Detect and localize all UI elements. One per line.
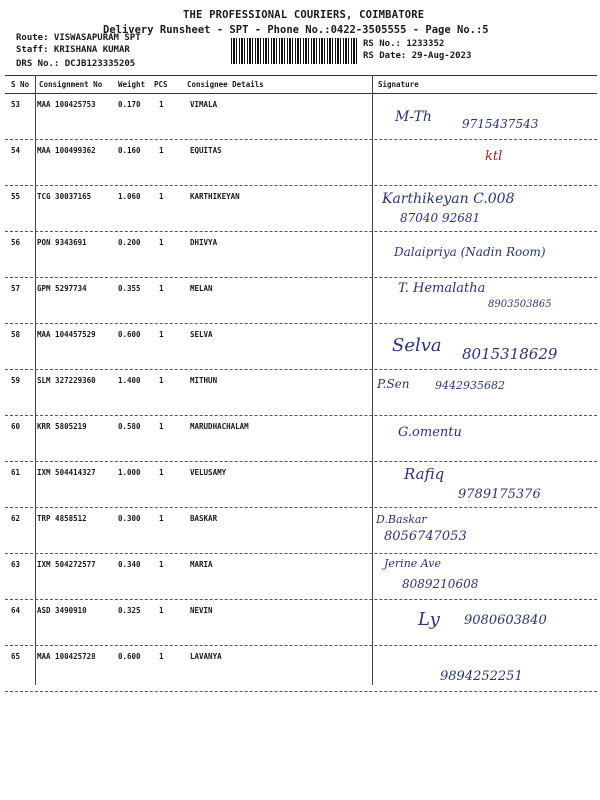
table-row — [0, 601, 600, 647]
row-divider — [5, 231, 597, 232]
row-divider — [5, 139, 597, 140]
pcs-count: 1 — [159, 284, 164, 293]
consignment-number: ASD 3490910 — [37, 606, 87, 615]
table-row — [0, 555, 600, 601]
row-divider — [5, 553, 597, 554]
row-sno: 53 — [11, 100, 21, 109]
signature-scribble: Karthikeyan C.008 — [382, 191, 515, 207]
signature-scribble: P.Sen — [377, 377, 410, 391]
rs-number: RS No.: 1233352 — [363, 39, 445, 49]
consignment-number: TCG 30037165 — [37, 192, 92, 201]
consignee-name: VELUSAMY — [190, 468, 227, 477]
consignment-number: TRP 4858512 — [37, 514, 87, 523]
signature-phone: 9715437543 — [462, 117, 539, 131]
row-sno: 63 — [11, 560, 21, 569]
rs-date: RS Date: 29-Aug-2023 — [363, 51, 472, 61]
pcs-count: 1 — [159, 468, 164, 477]
pcs-count: 1 — [159, 606, 164, 615]
pcs-count: 1 — [159, 560, 164, 569]
route-label: Route: VISWASAPURAM SPT — [16, 33, 141, 43]
row-sno: 57 — [11, 284, 21, 293]
row-divider — [5, 599, 597, 600]
signature-scribble: D.Baskar — [376, 513, 427, 526]
weight-value: 0.170 — [118, 100, 141, 109]
row-sno: 58 — [11, 330, 21, 339]
signature-phone: 87040 92681 — [400, 211, 481, 225]
weight-value: 0.160 — [118, 146, 141, 155]
table-row — [0, 187, 600, 233]
consignment-number: MAA 100425728 — [37, 652, 96, 661]
row-sno: 65 — [11, 652, 21, 661]
consignment-number: IXM 504414327 — [37, 468, 96, 477]
consignment-number: MAA 100499362 — [37, 146, 96, 155]
row-divider — [5, 415, 597, 416]
consignee-name: VIMALA — [190, 100, 218, 109]
row-divider — [5, 507, 597, 508]
row-divider — [5, 277, 597, 278]
col-weight: Weight — [118, 80, 146, 89]
consignment-number: KRR 5805219 — [37, 422, 87, 431]
row-divider — [5, 369, 597, 370]
row-sno: 64 — [11, 606, 21, 615]
consignee-name: MARUDHACHALAM — [190, 422, 249, 431]
table-row — [0, 95, 600, 141]
pcs-count: 1 — [159, 100, 164, 109]
consignee-name: NEVIN — [190, 606, 213, 615]
signature-phone: ktl — [485, 149, 503, 164]
row-sno: 54 — [11, 146, 21, 155]
weight-value: 0.340 — [118, 560, 141, 569]
consignee-name: LAVANYA — [190, 652, 222, 661]
row-sno: 62 — [11, 514, 21, 523]
barcode-image — [231, 38, 358, 64]
table-row — [0, 463, 600, 509]
signature-phone: 8056747053 — [384, 529, 467, 544]
signature-phone: 9080603840 — [464, 613, 547, 628]
row-sno: 56 — [11, 238, 21, 247]
col-consignee: Consignee Details — [187, 80, 264, 89]
weight-value: 0.200 — [118, 238, 141, 247]
weight-value: 1.060 — [118, 192, 141, 201]
signature-scribble: T. Hemalatha — [398, 281, 486, 296]
row-divider — [5, 323, 597, 324]
row-divider — [5, 461, 597, 462]
table-row — [0, 325, 600, 371]
col-sno: S No — [11, 80, 30, 89]
pcs-count: 1 — [159, 376, 164, 385]
company-title: THE PROFESSIONAL COURIERS, COIMBATORE — [183, 9, 425, 21]
row-sno: 60 — [11, 422, 21, 431]
drs-number: DRS No.: DCJB123335205 — [16, 59, 136, 69]
consignment-number: IXM 504272577 — [37, 560, 96, 569]
signature-scribble: M-Th — [395, 109, 432, 125]
consignment-number: GPM 5297734 — [37, 284, 87, 293]
consignee-name: BASKAR — [190, 514, 218, 523]
row-sno: 59 — [11, 376, 21, 385]
pcs-count: 1 — [159, 146, 164, 155]
consignee-name: MITHUN — [190, 376, 218, 385]
runsheet-subtitle: Delivery Runsheet - SPT - Phone No.:0422-3505555 - Page No.:5 — [103, 24, 489, 36]
weight-value: 0.325 — [118, 606, 141, 615]
table-row — [0, 233, 600, 279]
staff-label: Staff: KRISHANA KUMAR — [16, 45, 130, 55]
pcs-count: 1 — [159, 238, 164, 247]
consignee-name: EQUITAS — [190, 146, 222, 155]
consignee-name: SELVA — [190, 330, 213, 339]
pcs-count: 1 — [159, 192, 164, 201]
consignment-number: MAA 104457529 — [37, 330, 96, 339]
table-row — [0, 141, 600, 187]
weight-value: 0.355 — [118, 284, 141, 293]
row-divider — [5, 185, 597, 186]
signature-phone: 8903503865 — [488, 299, 552, 310]
consignment-number: PON 9343691 — [37, 238, 87, 247]
signature-scribble: Jerine Ave — [384, 557, 442, 570]
table-header-rule — [5, 93, 597, 94]
table-row — [0, 509, 600, 555]
consignee-name: DHIVYA — [190, 238, 218, 247]
weight-value: 0.600 — [118, 330, 141, 339]
consignee-name: KARTHIKEYAN — [190, 192, 240, 201]
table-top-rule — [5, 75, 597, 76]
pcs-count: 1 — [159, 514, 164, 523]
table-row — [0, 371, 600, 417]
weight-value: 0.300 — [118, 514, 141, 523]
signature-phone: 9789175376 — [458, 487, 541, 502]
weight-value: 1.400 — [118, 376, 141, 385]
table-row — [0, 417, 600, 463]
signature-scribble: G.omentu — [398, 425, 462, 440]
row-sno: 55 — [11, 192, 21, 201]
pcs-count: 1 — [159, 422, 164, 431]
table-row — [0, 279, 600, 325]
row-divider — [5, 645, 597, 646]
signature-scribble: Rafiq — [404, 465, 445, 483]
weight-value: 0.580 — [118, 422, 141, 431]
row-divider — [5, 691, 597, 692]
signature-scribble: Ly — [418, 609, 440, 630]
col-pcs: PCS — [154, 80, 168, 89]
consignment-number: SLM 327229360 — [37, 376, 96, 385]
consignee-name: MELAN — [190, 284, 213, 293]
signature-scribble: Dalaipriya (Nadin Room) — [394, 245, 546, 259]
weight-value: 1.000 — [118, 468, 141, 477]
signature-scribble: Selva — [392, 335, 442, 356]
col-signature: Signature — [378, 80, 419, 89]
signature-phone: 9442935682 — [435, 379, 505, 392]
consignee-name: MARIA — [190, 560, 213, 569]
col-consignment: Consignment No — [39, 80, 103, 89]
signature-phone: 8015318629 — [462, 345, 558, 363]
pcs-count: 1 — [159, 652, 164, 661]
table-row — [0, 647, 600, 693]
consignment-number: MAA 100425753 — [37, 100, 96, 109]
signature-phone: 9894252251 — [440, 669, 523, 684]
weight-value: 0.600 — [118, 652, 141, 661]
signature-phone: 8089210608 — [402, 577, 479, 591]
row-sno: 61 — [11, 468, 21, 477]
pcs-count: 1 — [159, 330, 164, 339]
